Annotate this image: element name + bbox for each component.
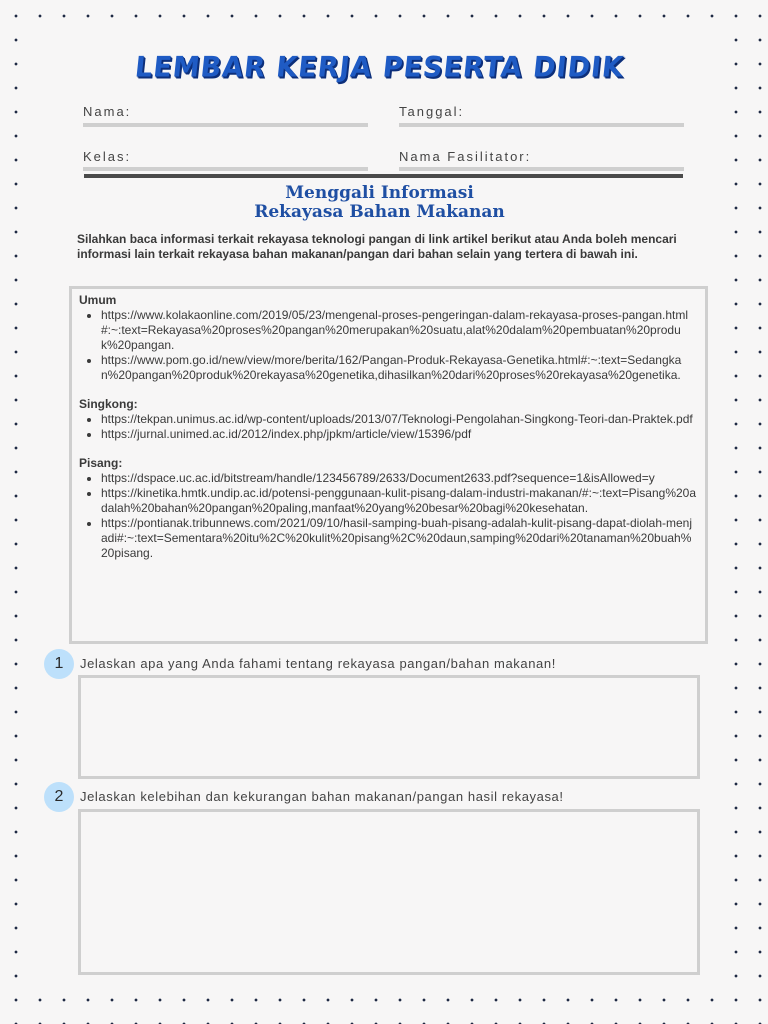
worksheet <box>38 38 721 982</box>
subtitle-line-2: Rekayasa Bahan Makanan <box>254 202 505 222</box>
link-item[interactable]: • https://tekpan.unimus.ac.id/wp-content/uploads/2013/07/Teknologi-Pengolahan-Singkong-Teori-dan-Praktek.pdf <box>101 412 697 427</box>
answer-box-1[interactable] <box>78 675 700 779</box>
link-list-singkong <box>79 412 697 442</box>
subtitle-line-1: Menggali Informasi <box>285 183 474 203</box>
link-box <box>69 286 708 644</box>
tanggal-line[interactable] <box>399 123 684 127</box>
question-1-text: Jelaskan apa yang Anda fahami tentang rekayasa pangan/bahan makanan! <box>80 656 556 671</box>
link-item[interactable]: • https://www.kolakaonline.com/2019/05/23/mengenal-proses-pengeringan-dalam-rekayasa-proses-pangan.html#:~:text=Rekayasa%20proses%20pangan%20merupakan%20suatu,alat%20dalam%20pembuatan%20produk%20pangan. <box>101 308 697 353</box>
link-list-umum <box>79 308 697 383</box>
question-number-2: 2 <box>44 782 74 812</box>
section-heading-pisang: Pisang: <box>79 456 123 470</box>
kelas-label: Kelas: <box>83 149 132 164</box>
link-item[interactable]: • https://dspace.uc.ac.id/bitstream/handle/123456789/2633/Document2633.pdf?sequence=1&isAllowed=y <box>101 471 697 486</box>
section-heading-singkong: Singkong: <box>79 397 138 411</box>
section-heading-umum: Umum <box>79 293 117 307</box>
tanggal-label: Tanggal: <box>399 104 465 119</box>
nama-label: Nama: <box>83 104 132 119</box>
link-list-pisang <box>79 471 697 561</box>
intro-text: Silahkan baca informasi terkait rekayasa teknologi pangan di link artikel berikut atau Anda boleh mencari informasi lain terkait rekayasa bahan makanan/pangan dari bahan selain yang tertera di bawah ini. <box>77 232 677 261</box>
nama-line[interactable] <box>83 123 368 127</box>
kelas-line[interactable] <box>83 167 368 171</box>
answer-box-2[interactable] <box>78 809 700 975</box>
question-2-text: Jelaskan kelebihan dan kekurangan bahan makanan/pangan hasil rekayasa! <box>80 789 564 804</box>
link-item[interactable]: • https://pontianak.tribunnews.com/2021/09/10/hasil-samping-buah-pisang-adalah-kulit-pisang-dapat-diolah-menjadi#:~:text=Sementara%20itu%2C%20kulit%20pisang%2C%20daun,samping%20dari%20tanaman%20buah%20pisang. <box>101 516 697 561</box>
fasilitator-line[interactable] <box>399 167 684 171</box>
page-title: LEMBAR KERJA PESERTA DIDIK <box>133 51 626 84</box>
link-item[interactable]: • https://kinetika.hmtk.undip.ac.id/potensi-penggunaan-kulit-pisang-dalam-industri-makanan/#:~:text=Pisang%20adalah%20bahan%20pangan%20paling,manfaat%20yang%20besar%20bagi%20kesehatan. <box>101 486 697 516</box>
link-item[interactable]: • https://jurnal.unimed.ac.id/2012/index.php/jpkm/article/view/15396/pdf <box>101 427 697 442</box>
header-divider <box>84 174 683 178</box>
question-number-1: 1 <box>44 649 74 679</box>
link-item[interactable]: • https://www.pom.go.id/new/view/more/berita/162/Pangan-Produk-Rekayasa-Genetika.html#:~:text=Sedangkan%20pangan%20produk%20rekayasa%20genetika,dihasilkan%20dari%20proses%20rekayasa%20genetika. <box>101 353 697 383</box>
fasilitator-label: Nama Fasilitator: <box>399 149 532 164</box>
